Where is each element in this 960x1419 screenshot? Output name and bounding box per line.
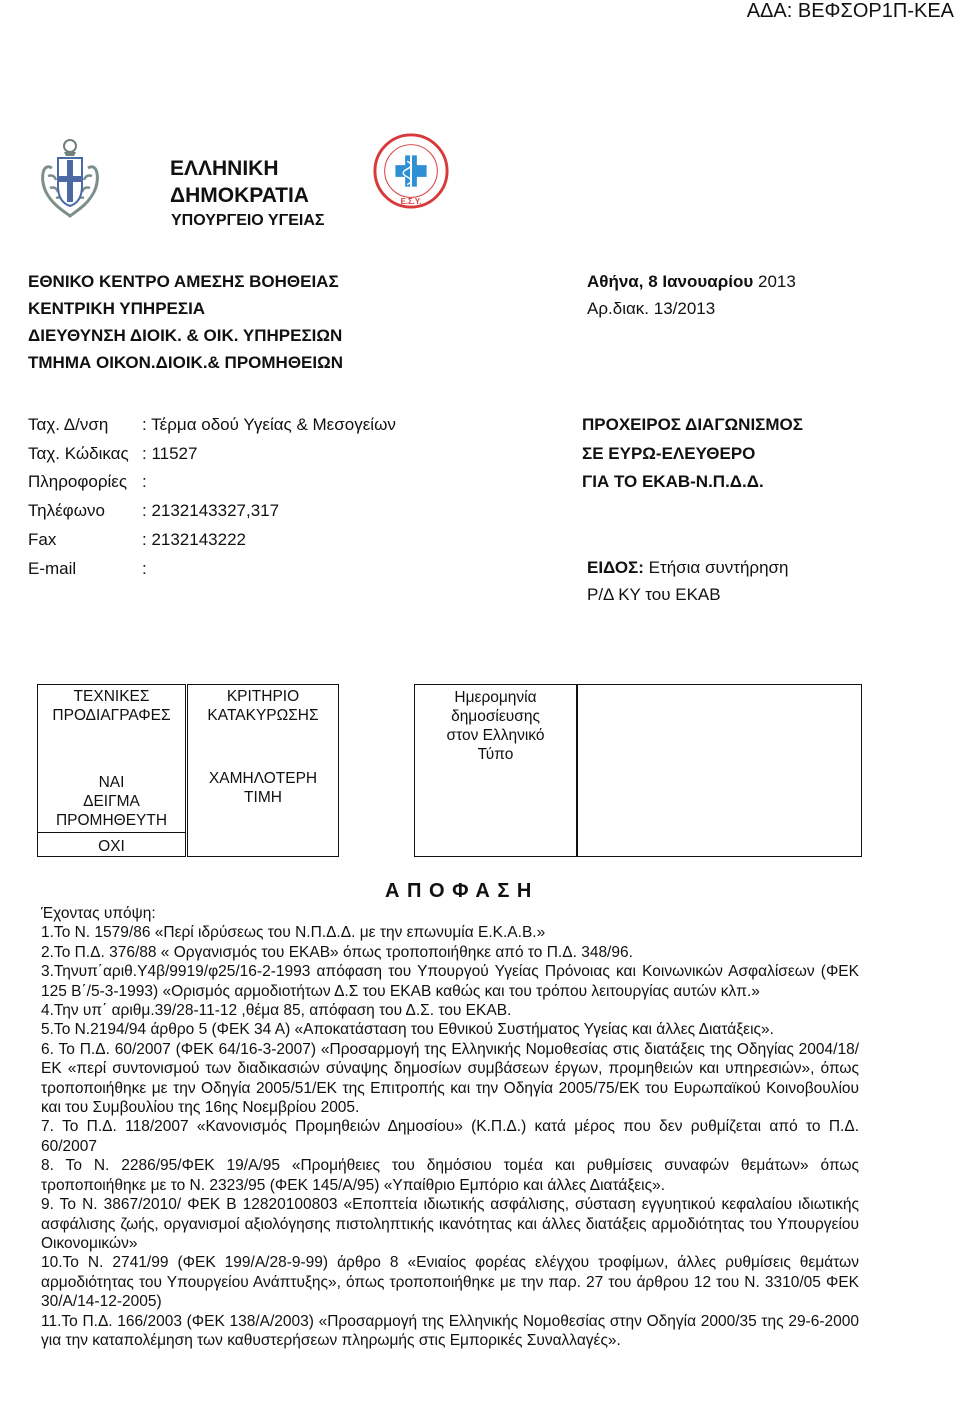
tender-title-1: ΠΡΟΧΕΙΡΟΣ ΔΙΑΓΩΝΙΣΜΟΣ (582, 415, 803, 434)
government-line-2: ΔΗΜΟΚΡΑΤΙΑ (170, 184, 309, 207)
specs-header: ΤΕΧΝΙΚΕΣ ΠΡΟΔΙΑΓΡΑΦΕΣ (52, 688, 171, 724)
contact-label: Τηλέφωνο (28, 501, 105, 520)
specs-no: ΟΧΙ (98, 838, 125, 855)
contact-label: E-mail (28, 559, 77, 578)
body-paragraph: 11.Το Π.Δ. 166/2003 (ΦΕΚ 138/Α/2003) «Προσαρμογή της Ελληνικής Νομοθεσίας στην Οδηγία 2000/35 της 29-6-2000 για την καταπολέμηση των καθυστερήσεων πληρωμής στις Εμπορικές Συναλλαγές». (41, 1312, 859, 1349)
government-title (170, 155, 309, 209)
body-paragraph: 5.Το Ν.2194/94 άρθρο 5 (ΦΕΚ 34 Α) «Αποκατάσταση του Εθνικού Συστήματος Υγείας και άλλες Διατάξεις». (41, 1021, 774, 1039)
criteria-value: ΧΑΜΗΛΟΤΕΡΗ ΤΙΜΗ (208, 770, 318, 806)
item-type (587, 554, 789, 608)
body-paragraph: 9. Το Ν. 3867/2010/ ΦΕΚ Β 12820100803 «Εποπτεία ιδιωτικής ασφάλισης, σύσταση εγγυητικού κεφαλαίου ιδιωτικής ασφάλισης ζωής, οργανισμοί αξιολόγησης πιστοληπτικής ικανότητας και άλλες διατάξεις αρμοδιότητας του Υπουργείου Οικονομικών» (41, 1196, 859, 1252)
body-paragraph: Έχοντας υπόψη: (41, 905, 156, 922)
contact-value: : (142, 472, 147, 491)
reference-number: Αρ.διακ. 13/2013 (587, 299, 716, 318)
government-line-1: ΕΛΛΗΝΙΚΗ (170, 157, 279, 180)
publication-date-label: Ημερομηνία δημοσίευσης στον Ελληνικό Τύπο (446, 689, 545, 763)
body-paragraph: 7. Το Π.Δ. 118/2007 «Κανονισμός Προμηθειών Δημοσίου» (Κ.Π.Δ.) κατά μέρος που δεν ρυθμίζεται από το Π.Δ. 60/2007 (41, 1118, 859, 1155)
body-paragraph: 4.Την υπ΄ αριθμ.39/28-11-12 ,θέμα 85, απόφαση του Δ.Σ. του ΕΚΑΒ. (41, 1002, 512, 1020)
ada-code: ΑΔΑ: ΒΕΦΣΟΡ1Π-ΚΕΑ (746, 0, 954, 22)
date-year: 2013 (758, 272, 796, 291)
contact-label: Πληροφορίες (28, 472, 128, 491)
contact-value: : 11527 (142, 444, 198, 463)
tender-title-2: ΣΕ ΕΥΡΩ-ΕΛΕΥΘΕΡΟ (582, 444, 756, 463)
contact-value: : Τέρμα οδού Υγείας & Μεσογείων (142, 415, 396, 434)
ministry-name: ΥΠΟΥΡΓΕΙΟ ΥΓΕΙΑΣ (171, 212, 325, 229)
contact-label: Ταχ. Δ/νση (28, 415, 109, 434)
body-paragraph: 1.Το Ν. 1579/86 «Περί ιδρύσεως του Ν.Π.Δ.Δ. με την επωνυμία Ε.Κ.Α.Β.» (41, 924, 546, 942)
org-line-2: ΚΕΝΤΡΙΚΗ ΥΠΗΡΕΣΙΑ (28, 299, 206, 318)
contact-label: Ταχ. Κώδικας (28, 444, 129, 463)
tender-title-3: ΓΙΑ ΤΟ ΕΚΑΒ-Ν.Π.Δ.Δ. (582, 472, 764, 491)
org-line-3: ΔΙΕΥΘΥΝΣΗ ΔΙΟΙΚ. & ΟΙΚ. ΥΠΗΡΕΣΙΩΝ (28, 326, 343, 345)
org-line-4: ΤΜΗΜΑ ΟΙΚΟΝ.ΔΙΟΙΚ.& ΠΡΟΜΗΘΕΙΩΝ (28, 353, 344, 372)
body-paragraph: 6. Το Π.Δ. 60/2007 (ΦΕΚ 64/16-3-2007) «Προσαρμογή της Ελληνικής Νομοθεσίας στις διατάξεις της Οδηγίας 2004/18/ΕΚ «περί συντονισμού των διαδικασιών σύναψης δημοσίων συμβάσεων έργων, προμηθειών και υπηρεσιών», όπως τροποποιήθηκε με την Οδηγία 2005/51/ΕΚ της Επιτροπής και την Οδηγία 2005/75/ΕΚ του Ευρωπαϊκού Κοινοβουλίου και του Συμβουλίου της 16ης Νοεμβρίου 2005. (41, 1040, 859, 1117)
item-type-value: Ετήσια συντήρηση (643, 558, 789, 577)
decision-body (41, 904, 859, 1350)
contact-value: : 2132143222 (142, 530, 246, 549)
contact-value: : (142, 559, 147, 578)
body-paragraph: 3.Τηνυπ΄αριθ.Υ4β/9919/φ25/16-2-1993 απόφαση του Υπουργού Υγείας Πρόνοιας και Κοινωνικών Ασφαλίσεων (ΦΕΚ 125 Β΄/5-3-1993) «Ορισμός αρμοδιοτήτων Δ.Σ του ΕΚΑΒ καθώς και του τρόπου λειτουργίας αυτών κλπ.» (41, 963, 859, 1000)
body-paragraph: 8. Το Ν. 2286/95/ΦΕΚ 19/Α/95 «Προμήθειες του δημόσιου τομέα και ρυθμίσεις συναφών θεμάτων» όπως τροποποιήθηκε με το Ν. 2323/95 (ΦΕΚ 145/Α/95) «Υπαίθριο Εμπόριο και άλλες Διατάξεις». (41, 1157, 859, 1194)
contact-label: Fax (28, 530, 57, 549)
specs-sample: ΝΑΙ ΔΕΙΓΜΑ ΠΡΟΜΗΘΕΥΤΗ (55, 774, 168, 829)
decision-title: Α Π Ο Φ Α Σ Η (385, 880, 533, 902)
document-date (587, 272, 796, 292)
item-type-label: ΕΙΔΟΣ: (587, 558, 644, 577)
body-paragraph: 2.Το Π.Δ. 376/88 « Οργανισμός του ΕΚΑΒ» όπως τροποποιήθηκε από το Π.Δ. 348/96. (41, 943, 633, 961)
ekab-logo-icon (372, 132, 450, 210)
greek-emblem-icon (38, 132, 102, 220)
org-line-1: ΕΘΝΙΚΟ ΚΕΝΤΡΟ ΑΜΕΣΗΣ ΒΟΗΘΕΙΑΣ (28, 272, 339, 291)
criteria-header: ΚΡΙΤΗΡΙΟ ΚΑΤΑΚΥΡΩΣΗΣ (207, 688, 319, 724)
publication-date-value-box (577, 684, 862, 857)
date-text: Αθήνα, 8 Ιανουαρίου (587, 272, 754, 291)
svg-text:Ε.Σ.Υ.: Ε.Σ.Υ. (400, 197, 422, 207)
item-type-line-2: Ρ/Δ ΚΥ του ΕΚΑΒ (587, 585, 721, 604)
contact-value: : 2132143327,317 (142, 501, 280, 520)
body-paragraph: 10.Το Ν. 2741/99 (ΦΕΚ 199/Α/28-9-99) άρθρο 8 «Ενιαίος φορέας ελέγχου τροφίμων, άλλες ρυθμίσεις θεμάτων αρμοδιότητας του Υπουργείου Ανάπτυξης», όπως τροποποιήθηκε με την παρ. 27 του άρθρου 12 του Ν. 3310/05 ΦΕΚ 30/Α/14-12-2005) (41, 1254, 859, 1311)
